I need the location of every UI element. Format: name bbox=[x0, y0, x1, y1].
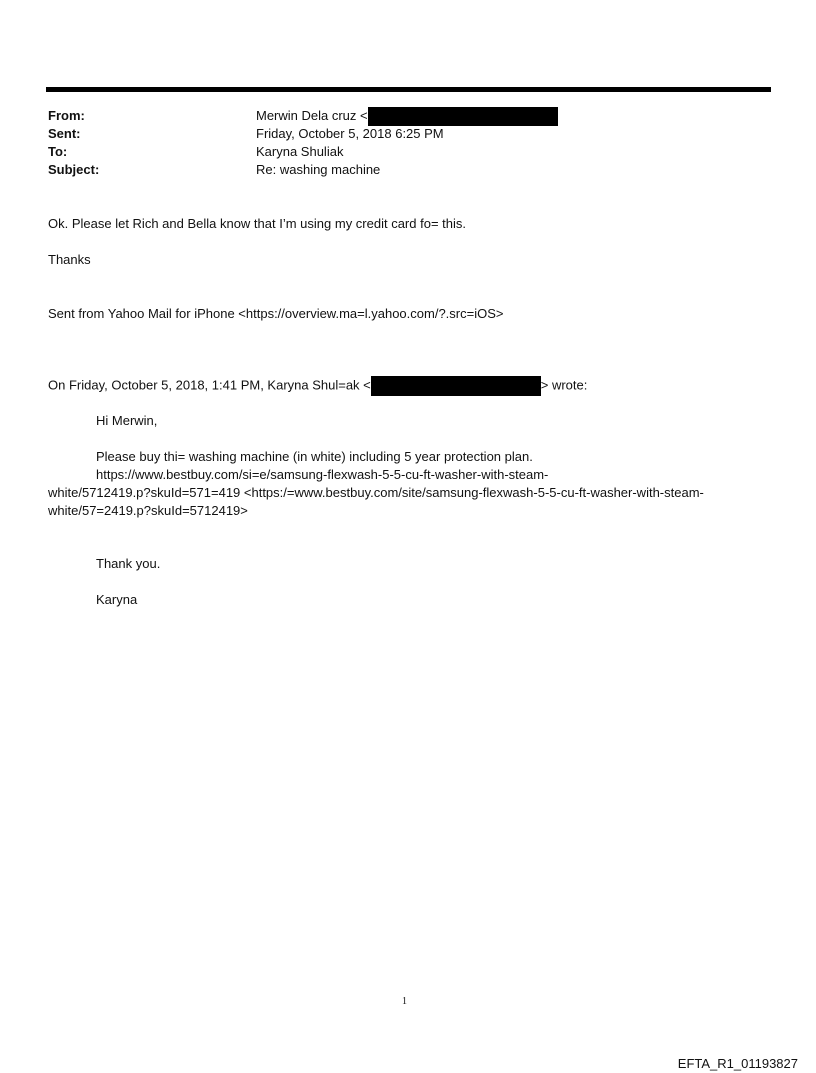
body-line-1: Ok. Please let Rich and Bella know that I’m using my credit card fo= this. bbox=[48, 216, 466, 231]
body-thanks: Thanks bbox=[48, 252, 91, 267]
quoted-intro bbox=[48, 376, 587, 396]
redaction-box bbox=[371, 376, 541, 396]
subject-value: Re: washing machine bbox=[256, 162, 381, 177]
quoted-url-line-2: white/5712419.p?skuId=571=419 <https:/=www.bestbuy.com/site/samsung-flexwash-5-5-cu-ft-washer-with-steam- bbox=[48, 485, 704, 500]
document-id: EFTA_R1_01193827 bbox=[677, 1056, 798, 1071]
quoted-intro-before: On Friday, October 5, 2018, 1:41 PM, Karyna Shul=ak < bbox=[48, 377, 371, 393]
to-value: Karyna Shuliak bbox=[256, 144, 344, 159]
sent-value: Friday, October 5, 2018 6:25 PM bbox=[256, 126, 444, 141]
from-sender: Merwin Dela cruz < bbox=[256, 108, 368, 123]
page-number: 1 bbox=[402, 996, 407, 1007]
quoted-url-line-1: https://www.bestbuy.com/si=e/samsung-flexwash-5-5-cu-ft-washer-with-steam- bbox=[96, 467, 549, 482]
from-label: From: bbox=[48, 108, 85, 123]
header-rule bbox=[46, 87, 771, 92]
sent-label: Sent: bbox=[48, 126, 81, 141]
quoted-intro-after: > wrote: bbox=[540, 377, 588, 393]
quoted-thank-you: Thank you. bbox=[96, 556, 161, 571]
subject-label: Subject: bbox=[48, 162, 100, 177]
from-value bbox=[256, 107, 558, 126]
quoted-name: Karyna bbox=[96, 592, 138, 607]
to-label: To: bbox=[48, 144, 68, 159]
quoted-request: Please buy thi= washing machine (in white) including 5 year protection plan. bbox=[96, 449, 533, 464]
mobile-signature: Sent from Yahoo Mail for iPhone <https://overview.ma=l.yahoo.com/?.src=iOS> bbox=[48, 306, 504, 321]
quoted-greeting: Hi Merwin, bbox=[96, 413, 158, 428]
redaction-box bbox=[368, 107, 558, 126]
quoted-url-line-3: white/57=2419.p?skuId=5712419> bbox=[48, 503, 248, 518]
